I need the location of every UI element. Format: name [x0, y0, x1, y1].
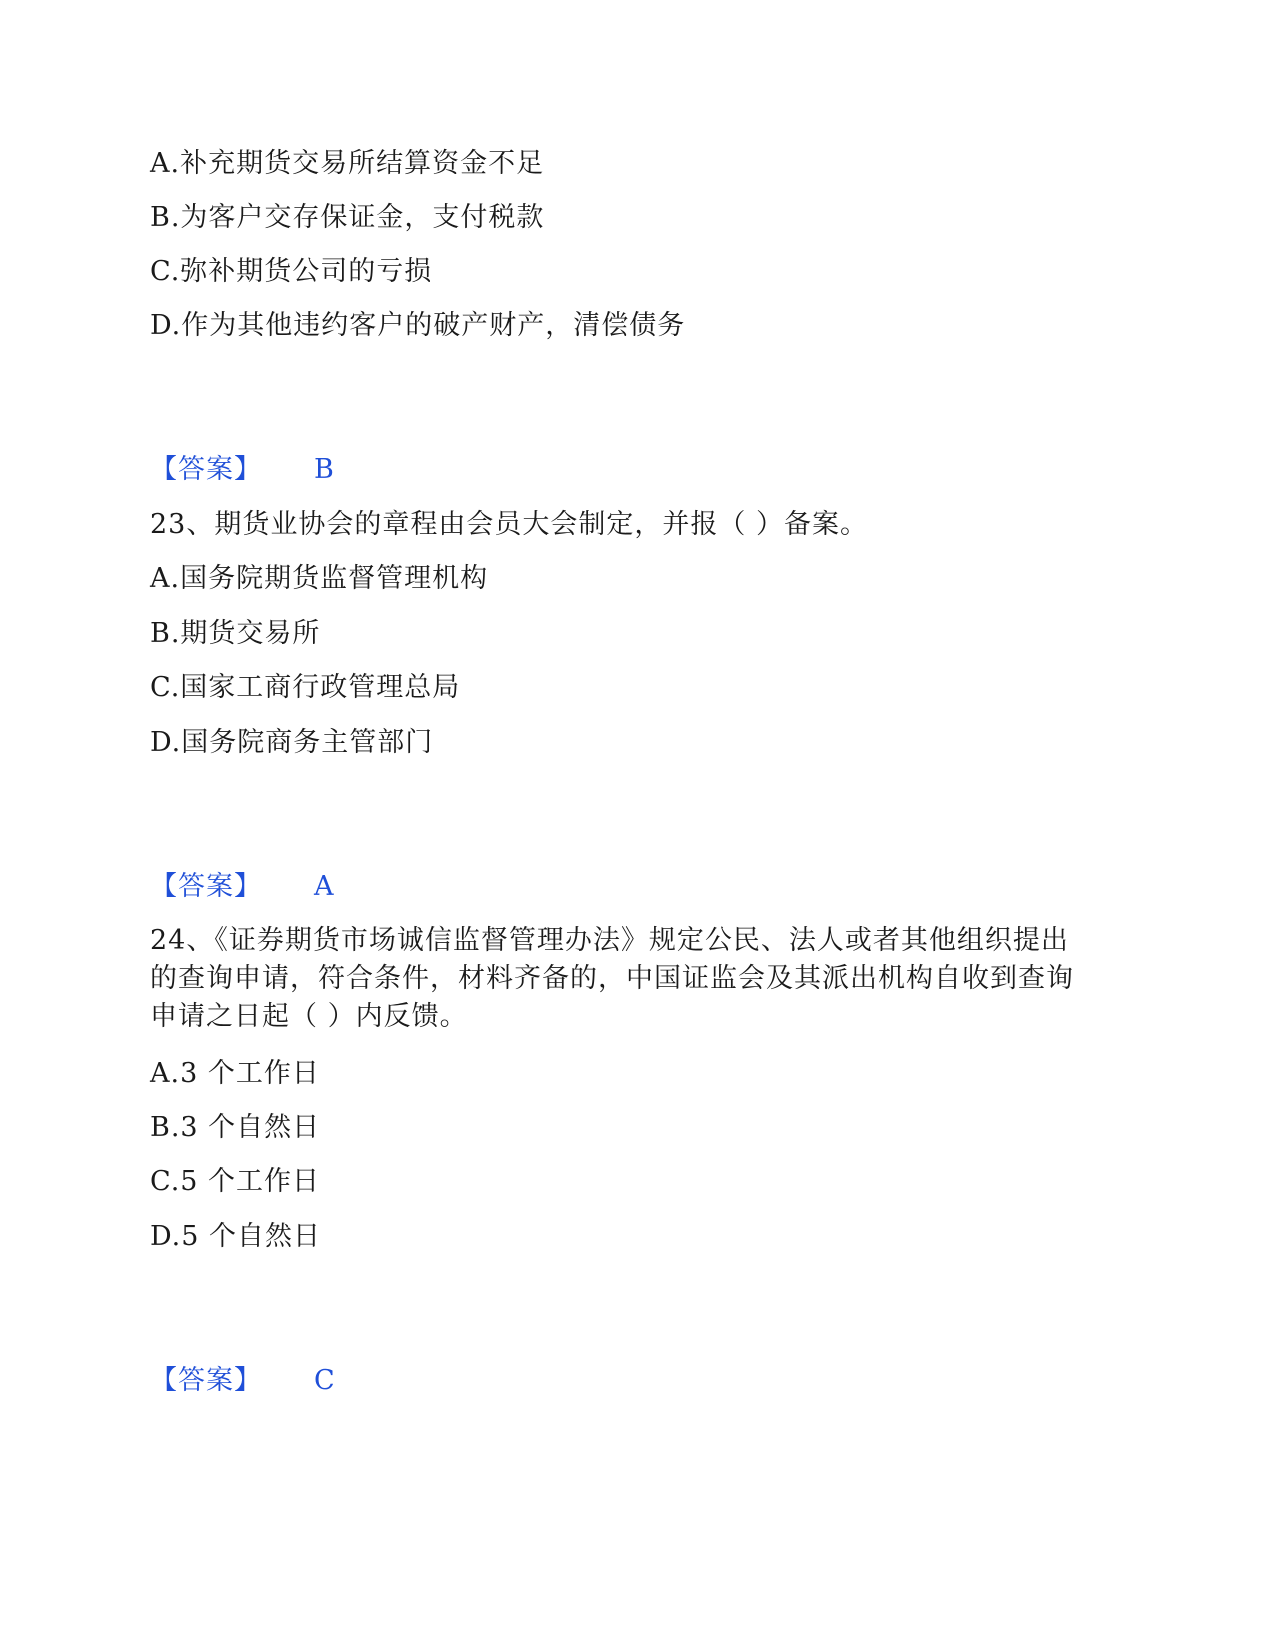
- answer-value: A: [314, 871, 334, 902]
- q22-option-b: B.为客户交存保证金，支付税款: [150, 202, 545, 233]
- q22-option-a: A.补充期货交易所结算资金不足: [150, 148, 545, 179]
- q24-question-line-2: 的查询申请，符合条件，材料齐备的，中国证监会及其派出机构自收到查询: [150, 963, 1074, 994]
- answer-value: C: [314, 1365, 335, 1396]
- answer-label: 【答案】: [150, 454, 262, 485]
- q22-answer: [150, 453, 334, 487]
- q23-option-c: C.国家工商行政管理总局: [150, 672, 461, 703]
- q23-option-b: B.期货交易所: [150, 618, 321, 649]
- q23-question: 23、期货业协会的章程由会员大会制定，并报（ ）备案。: [150, 509, 868, 540]
- q24-option-b: B.3 个自然日: [150, 1112, 321, 1143]
- q24-question-line-3: 申请之日起（ ）内反馈。: [150, 1001, 468, 1032]
- q23-answer: [150, 870, 334, 904]
- answer-label: 【答案】: [150, 1365, 262, 1396]
- q22-option-c: C.弥补期货公司的亏损: [150, 256, 433, 287]
- answer-label: 【答案】: [150, 871, 262, 902]
- q23-option-d: D.国务院商务主管部门: [150, 727, 434, 758]
- q24-option-c: C.5 个工作日: [150, 1166, 321, 1197]
- q24-option-a: A.3 个工作日: [150, 1058, 320, 1089]
- q24-option-d: D.5 个自然日: [150, 1221, 322, 1252]
- answer-value: B: [314, 454, 334, 485]
- q24-question-line-1: 24、《证券期货市场诚信监督管理办法》规定公民、法人或者其他组织提出: [150, 925, 1069, 956]
- q22-option-d: D.作为其他违约客户的破产财产，清偿债务: [150, 310, 686, 341]
- q23-option-a: A.国务院期货监督管理机构: [150, 563, 489, 594]
- q24-answer: [150, 1364, 335, 1398]
